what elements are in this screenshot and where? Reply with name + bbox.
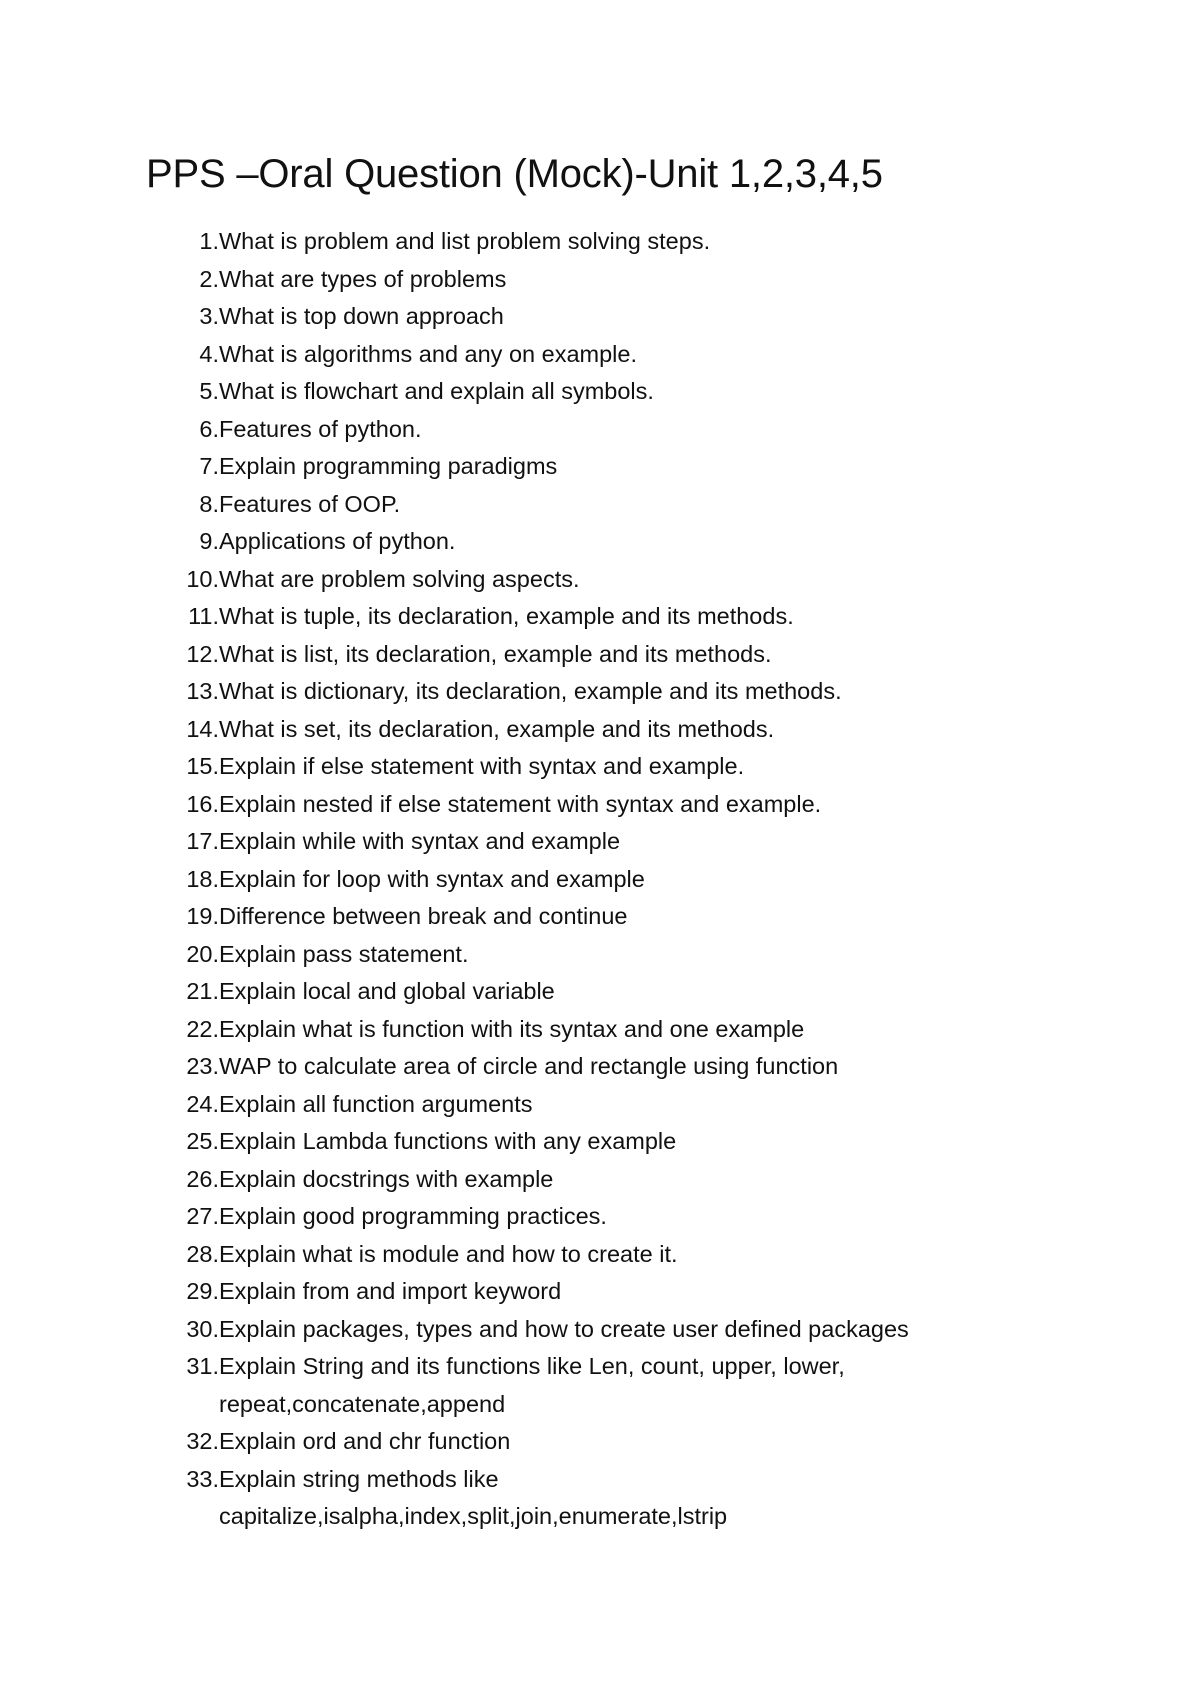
question-text: Explain programming paradigms bbox=[219, 453, 558, 479]
question-item bbox=[0, 561, 1200, 599]
question-number: 13. bbox=[186, 678, 219, 704]
question-item bbox=[0, 261, 1200, 299]
question-number: 26. bbox=[186, 1165, 219, 1192]
question-text: Explain pass statement. bbox=[219, 940, 469, 967]
question-item bbox=[0, 1311, 1200, 1349]
question-number: 31. bbox=[186, 1353, 219, 1379]
question-number: 24. bbox=[186, 1090, 219, 1117]
question-number: 2. bbox=[199, 265, 219, 292]
question-text: What is algorithms and any on example. bbox=[219, 340, 637, 367]
question-item bbox=[0, 1236, 1200, 1274]
document-title: PPS –Oral Question (Mock)-Unit 1,2,3,4,5 bbox=[146, 152, 883, 196]
question-item bbox=[0, 786, 1200, 824]
question-text: Explain for loop with syntax and example bbox=[219, 865, 645, 892]
question-item bbox=[0, 411, 1200, 449]
question-number: 30. bbox=[186, 1315, 219, 1342]
question-item bbox=[0, 336, 1200, 374]
question-number: 4. bbox=[199, 340, 219, 367]
question-item bbox=[0, 1348, 1200, 1423]
question-text: Applications of python. bbox=[219, 528, 456, 554]
question-number: 27. bbox=[186, 1203, 219, 1229]
question-number: 29. bbox=[186, 1278, 219, 1304]
question-text: What is top down approach bbox=[219, 303, 504, 329]
question-text: Explain all function arguments bbox=[219, 1090, 533, 1117]
question-number: 14. bbox=[186, 715, 219, 742]
question-number: 11. bbox=[188, 603, 219, 629]
question-item bbox=[0, 898, 1200, 936]
question-number: 17. bbox=[186, 828, 219, 854]
question-item bbox=[0, 1423, 1200, 1461]
question-text: Explain from and import keyword bbox=[219, 1278, 562, 1304]
question-number: 10. bbox=[186, 565, 219, 592]
question-item bbox=[0, 823, 1200, 861]
question-number: 7. bbox=[199, 453, 219, 479]
question-item bbox=[0, 598, 1200, 636]
question-text: What is dictionary, its declaration, example and its methods. bbox=[219, 678, 842, 704]
question-text: Features of python. bbox=[219, 415, 422, 442]
question-number: 15. bbox=[186, 753, 219, 779]
question-item bbox=[0, 936, 1200, 974]
question-item bbox=[0, 1048, 1200, 1086]
question-text: Explain ord and chr function bbox=[219, 1428, 511, 1454]
question-text: What is set, its declaration, example and its methods. bbox=[219, 715, 775, 742]
question-text: Explain docstrings with example bbox=[219, 1165, 554, 1192]
question-number: 3. bbox=[199, 303, 219, 329]
question-item bbox=[0, 298, 1200, 336]
question-number: 19. bbox=[186, 903, 219, 929]
question-text: Explain String and its functions like Len, count, upper, lower, repeat,concatenate,append bbox=[219, 1353, 845, 1417]
question-item bbox=[0, 1461, 1200, 1536]
question-item bbox=[0, 636, 1200, 674]
question-item bbox=[0, 223, 1200, 261]
question-number: 9. bbox=[199, 528, 219, 554]
question-item bbox=[0, 673, 1200, 711]
question-item bbox=[0, 748, 1200, 786]
question-number: 33. bbox=[186, 1465, 219, 1492]
question-item bbox=[0, 448, 1200, 486]
question-number: 28. bbox=[186, 1240, 219, 1267]
question-number: 25. bbox=[186, 1128, 219, 1154]
question-item bbox=[0, 861, 1200, 899]
question-text: What is problem and list problem solving steps. bbox=[219, 228, 711, 254]
question-text: Features of OOP. bbox=[219, 490, 401, 517]
question-text: Explain local and global variable bbox=[219, 978, 555, 1004]
question-text: Explain what is function with its syntax and one example bbox=[219, 1015, 805, 1042]
question-number: 12. bbox=[186, 640, 219, 667]
question-text: Explain packages, types and how to create user defined packages bbox=[219, 1315, 909, 1342]
question-number: 5. bbox=[199, 378, 219, 404]
question-number: 20. bbox=[186, 940, 219, 967]
question-item bbox=[0, 1123, 1200, 1161]
question-text: Explain good programming practices. bbox=[219, 1203, 607, 1229]
question-number: 8. bbox=[199, 490, 219, 517]
question-item bbox=[0, 1198, 1200, 1236]
question-list bbox=[0, 223, 1200, 1536]
question-number: 6. bbox=[199, 415, 219, 442]
question-text: Explain nested if else statement with syntax and example. bbox=[219, 790, 822, 817]
question-text: Explain string methods like capitalize,isalpha,index,split,join,enumerate,lstrip bbox=[219, 1465, 728, 1529]
question-text: Explain what is module and how to create it. bbox=[219, 1240, 678, 1267]
question-item bbox=[0, 1086, 1200, 1124]
question-number: 23. bbox=[186, 1053, 219, 1079]
question-number: 1. bbox=[199, 228, 219, 254]
question-number: 32. bbox=[186, 1428, 219, 1454]
question-item bbox=[0, 486, 1200, 524]
question-text: WAP to calculate area of circle and rectangle using function bbox=[219, 1053, 839, 1079]
question-number: 21. bbox=[186, 978, 219, 1004]
question-text: Explain while with syntax and example bbox=[219, 828, 621, 854]
question-text: What is flowchart and explain all symbols. bbox=[219, 378, 654, 404]
question-text: What is tuple, its declaration, example and its methods. bbox=[219, 603, 794, 629]
question-text: What are types of problems bbox=[219, 265, 507, 292]
question-item bbox=[0, 1273, 1200, 1311]
question-item bbox=[0, 973, 1200, 1011]
question-item bbox=[0, 1161, 1200, 1199]
question-item bbox=[0, 523, 1200, 561]
question-text: Difference between break and continue bbox=[219, 903, 628, 929]
question-text: Explain if else statement with syntax and example. bbox=[219, 753, 745, 779]
question-text: What is list, its declaration, example and its methods. bbox=[219, 640, 772, 667]
question-item bbox=[0, 711, 1200, 749]
question-item bbox=[0, 1011, 1200, 1049]
question-text: Explain Lambda functions with any example bbox=[219, 1128, 677, 1154]
question-number: 16. bbox=[186, 790, 219, 817]
question-number: 22. bbox=[186, 1015, 219, 1042]
question-text: What are problem solving aspects. bbox=[219, 565, 580, 592]
question-item bbox=[0, 373, 1200, 411]
question-number: 18. bbox=[186, 865, 219, 892]
